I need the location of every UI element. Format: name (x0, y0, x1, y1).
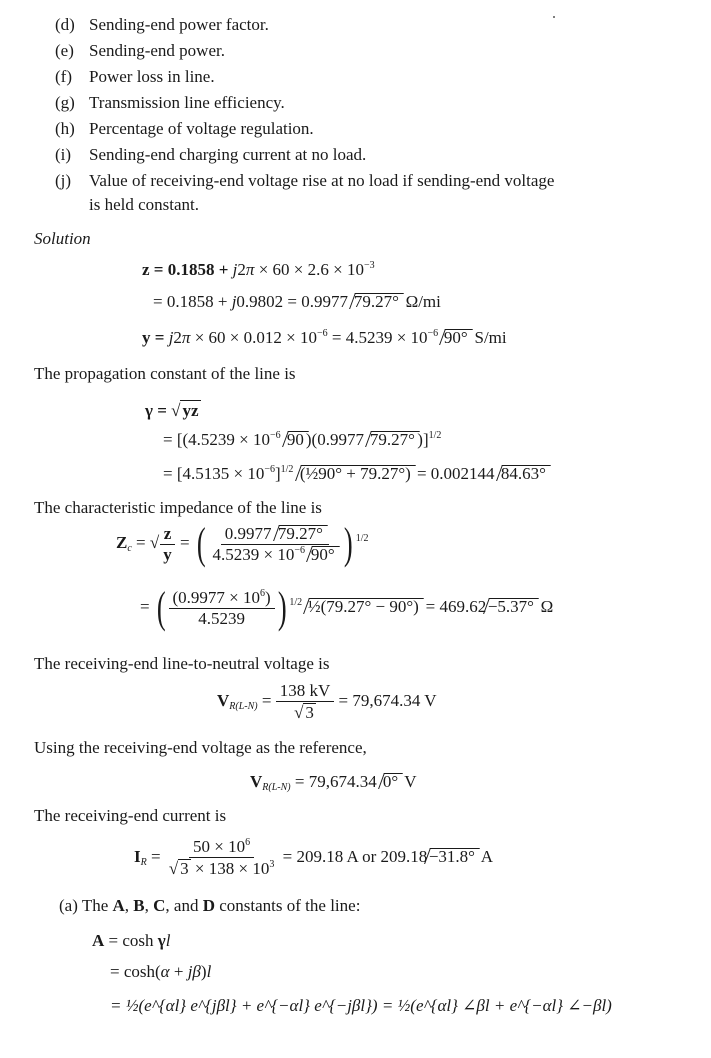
eq-text: = cosh (104, 931, 158, 950)
eq-text: −5.37° (488, 596, 535, 616)
eq-text: 90 (286, 430, 304, 449)
eq-text: −31.8° (429, 846, 476, 866)
eq-text: + (169, 962, 188, 981)
equation-z-polar (153, 292, 441, 312)
eq-text: = (131, 532, 150, 552)
part-a-heading (59, 896, 360, 916)
fraction-numerator: z (160, 525, 176, 545)
eq-text: = (175, 532, 194, 552)
eq-text: l (206, 962, 212, 981)
eq-text: × 60 × 2.6 × 10 (254, 260, 364, 279)
eq-text: 90° (444, 328, 469, 347)
eq-text: V (250, 772, 263, 791)
eq-text: l (165, 931, 171, 950)
paren-left: ( (196, 519, 206, 568)
item-label: (g) (55, 93, 75, 112)
eq-text: j (231, 292, 237, 311)
equation-a2 (110, 962, 211, 982)
list-item (55, 118, 314, 140)
eq-text: S/mi (470, 328, 507, 347)
equation-y (142, 328, 507, 348)
eq-text: D (202, 896, 215, 915)
eq-text: j (232, 260, 238, 279)
eq-exponent: 1/2 (280, 464, 294, 475)
eq-text: constants of the line: (215, 896, 361, 915)
eq-text: π (181, 328, 191, 347)
eq-text: 2 (237, 260, 246, 279)
equation-a3 (110, 996, 612, 1016)
item-text: Value of receiving-end voltage rise at no load if sending-end voltage (89, 171, 555, 190)
eq-text: = 209.18 A or 209.18 (278, 846, 428, 866)
list-item (55, 170, 554, 192)
eq-radicand: yz (182, 401, 199, 420)
eq-text: The (81, 896, 113, 915)
eq-exponent: 6 (245, 837, 251, 848)
eq-text: γ (157, 931, 166, 950)
eq-text: 50 × 10 (193, 837, 246, 856)
item-label: (j) (55, 171, 72, 190)
eq-exponent: −6 (294, 544, 305, 556)
eq-text: j (168, 328, 174, 347)
eq-text: , (144, 896, 154, 915)
eq-exponent: 1/2 (289, 596, 303, 608)
text-propagation: The propagation constant of the line is (34, 364, 296, 383)
fraction-denominator: 4.5239 (198, 608, 245, 628)
eq-text: V (217, 690, 230, 710)
eq-text: A (92, 931, 105, 950)
eq-text: = [(4.5239 × 10 (163, 430, 270, 449)
eq-exponent: −6 (427, 328, 439, 339)
item-label: (i) (55, 145, 72, 164)
eq-radicand: 3 (305, 703, 314, 722)
eq-text: I (134, 846, 141, 866)
equation-vr-ref (250, 772, 417, 792)
speck (553, 16, 555, 18)
eq-text: 0.9802 = 0.9977 (236, 292, 353, 311)
eq-text: y = (142, 328, 169, 347)
angle-symbol (349, 293, 404, 309)
solution-heading: Solution (34, 229, 91, 248)
eq-text: = (257, 690, 276, 710)
eq-exponent: 1/2 (428, 430, 442, 441)
paren-right: ) (277, 583, 287, 632)
eq-text: × 60 × 0.012 × 10 (190, 328, 317, 347)
eq-text: )(0.9977 (305, 430, 369, 449)
angle-symbol (295, 465, 416, 481)
equation-ir (134, 838, 493, 878)
angle-symbol (273, 525, 328, 541)
list-item (55, 92, 285, 114)
eq-text: = (140, 596, 154, 616)
eq-text: Z (116, 532, 128, 552)
item-label: (h) (55, 119, 75, 138)
item-text: Sending-end power factor. (89, 15, 269, 34)
eq-text: 0.9977 (224, 523, 276, 543)
equation-gamma-2 (163, 430, 441, 450)
list-item (55, 40, 225, 62)
eq-subscript: c (127, 542, 132, 554)
eq-subscript: R(L-N) (229, 700, 258, 712)
fraction-numerator: 138 kV (276, 682, 335, 702)
eq-text: A (477, 846, 493, 866)
eq-text: 79.27° (277, 523, 323, 543)
fraction-numerator (189, 838, 254, 858)
equation-zc: $Z_c$ = √ $\frac{z}{y}$ = ( $\frac{0.9977 79.27^\circ}{4.5239 \times 10^{-6} 90^\circ}$ ) $^{1/2}$ (116, 519, 369, 568)
item-label: (f) (55, 67, 72, 86)
eq-text: ) (200, 962, 207, 981)
eq-subscript: R (140, 856, 147, 868)
eq-text: = 79,674.34 V (334, 690, 437, 710)
eq-text: ) (265, 587, 271, 607)
fraction-numerator (169, 589, 275, 609)
list-item (55, 66, 215, 88)
eq-exponent: −6 (264, 464, 275, 475)
eq-exponent: −6 (316, 328, 328, 339)
eq-text: 90° (311, 544, 335, 564)
fraction (165, 838, 279, 878)
equation-gamma-3 (163, 464, 548, 484)
item-text: Transmission line efficiency. (89, 93, 285, 112)
equation-a1 (92, 931, 170, 951)
eq-text: jβ (187, 962, 201, 981)
fraction-denominator: y (163, 544, 172, 564)
fraction (169, 589, 275, 628)
fraction (208, 525, 341, 564)
eq-text: 84.63° (500, 464, 546, 483)
eq-text: 79.27° (370, 430, 416, 449)
fraction-denominator: √ $3 \times 138 \times 10^3$ (168, 859, 275, 878)
eq-subscript: R(L-N) (262, 782, 291, 793)
equation-vr (217, 682, 437, 722)
list-item (55, 14, 269, 36)
eq-text: = 0.002144 (412, 464, 499, 483)
eq-text: = ½(e^{αl} e^{jβl} + e^{−αl} e^{−jβl}) = ½(e^{αl} ∠βl + e^{−αl} ∠−βl) (110, 996, 612, 1015)
eq-text: B (133, 896, 145, 915)
eq-text: = 4.5239 × 10 (327, 328, 428, 347)
item-text: Power loss in line. (89, 67, 215, 86)
eq-text: ½(79.27° − 90°) (308, 596, 420, 616)
eq-text: A (112, 896, 125, 915)
eq-exponent: −6 (270, 430, 281, 441)
angle-symbol (306, 546, 340, 562)
eq-radicand: 3 (180, 859, 189, 878)
text-characteristic: The characteristic impedance of the line is (34, 498, 322, 517)
eq-text: = 0.1858 + (153, 292, 232, 311)
fraction-denominator: √ 3 (294, 703, 314, 722)
eq-text: × 138 × 10 (190, 859, 270, 878)
eq-text: = 469.62 (421, 596, 487, 616)
eq-exponent: −3 (363, 260, 375, 271)
eq-text: C (153, 896, 166, 915)
eq-exponent: 1/2 (355, 532, 369, 544)
angle-symbol (483, 598, 539, 614)
eq-text: π (245, 260, 255, 279)
eq-text: = 79,674.34 (290, 772, 381, 791)
eq-text: Ω (536, 596, 554, 616)
item-label: (d) (55, 15, 75, 34)
eq-text: 2 (173, 328, 182, 347)
list-item-continuation: is held constant. (89, 195, 200, 214)
eq-text: )] (417, 430, 429, 449)
eq-text: (0.9977 × 10 (172, 587, 260, 607)
eq-exponent: 6 (260, 587, 265, 599)
eq-text: 79.27° (354, 292, 400, 311)
angle-symbol (282, 431, 309, 447)
text-reference: Using the receiving-end voltage as the reference, (34, 738, 367, 757)
eq-text: = [4.5135 × 10 (163, 464, 265, 483)
eq-text: 0° (382, 772, 399, 791)
angle-symbol (496, 465, 551, 481)
paren-right: ) (343, 519, 353, 568)
eq-text: , and (165, 896, 203, 915)
angle-symbol (440, 329, 474, 345)
item-label: (e) (55, 41, 74, 60)
text-receiving-voltage: The receiving-end line-to-neutral voltage is (34, 654, 330, 673)
item-text: Sending-end power. (89, 41, 225, 60)
fraction (159, 525, 176, 564)
paren-left: ( (156, 583, 166, 632)
eq-text: (a) (59, 896, 78, 915)
fraction (276, 682, 335, 722)
equation-gamma: γ = √ yz (145, 401, 199, 420)
list-item (55, 144, 366, 166)
eq-text: (½90° + 79.27°) (299, 464, 411, 483)
eq-text: V (400, 772, 417, 791)
fraction-denominator (208, 545, 341, 564)
equation-z (142, 260, 375, 280)
eq-text: = cosh( (110, 962, 161, 981)
fraction-numerator (221, 525, 329, 545)
eq-text: Ω/mi (401, 292, 441, 311)
angle-symbol (365, 431, 420, 447)
item-text: Percentage of voltage regulation. (89, 119, 314, 138)
item-text: Sending-end charging current at no load. (89, 145, 367, 164)
angle-symbol (303, 598, 424, 614)
text-receiving-current: The receiving-end current is (34, 806, 227, 825)
eq-text: z = 0.1858 + (142, 260, 233, 279)
equation-zc-2 (140, 583, 554, 632)
eq-exponent: 3 (269, 859, 275, 870)
eq-text: = (146, 846, 165, 866)
eq-text: ] (274, 464, 281, 483)
eq-text: , (124, 896, 134, 915)
eq-text: α (160, 962, 170, 981)
eq-text: γ = (145, 401, 172, 420)
eq-text: 4.5239 × 10 (212, 544, 295, 564)
angle-symbol (424, 848, 480, 864)
